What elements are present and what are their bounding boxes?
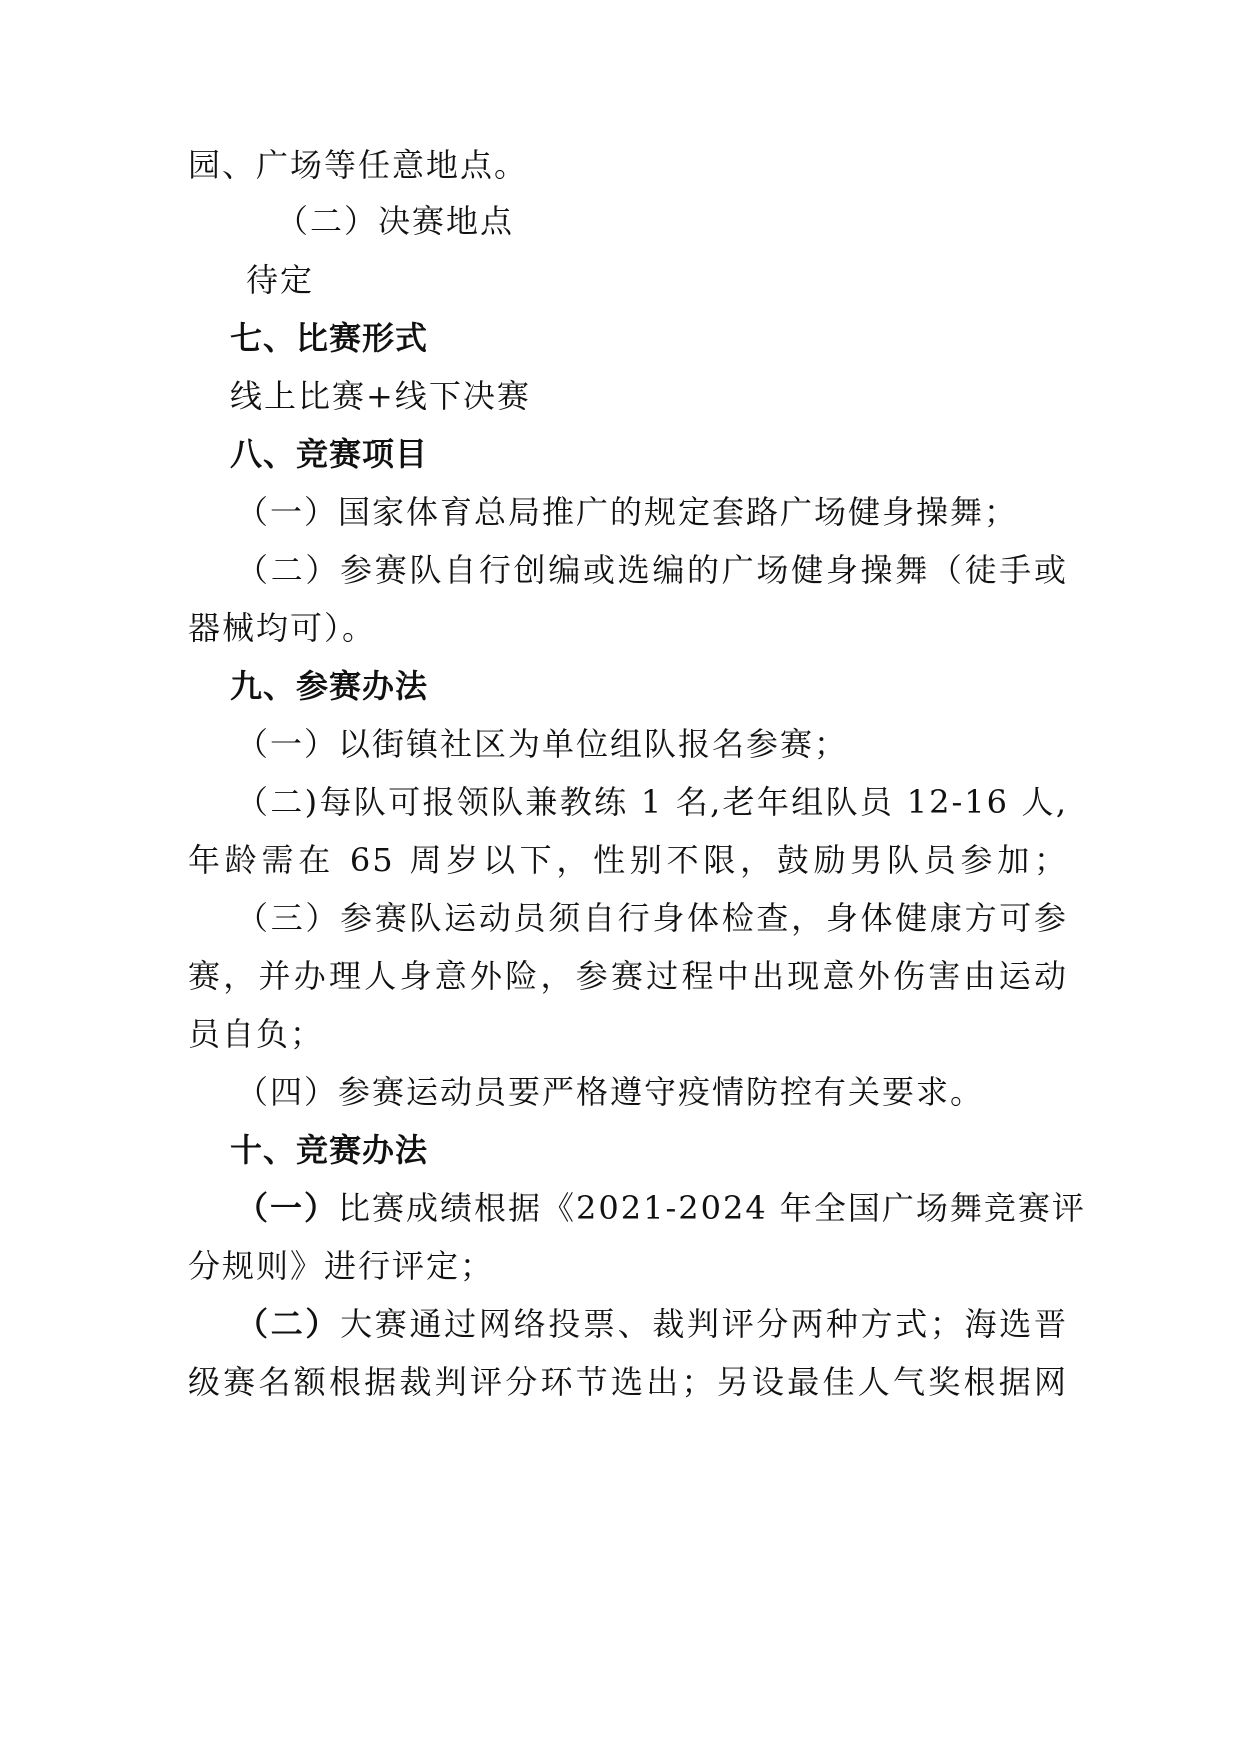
list-item-text: 大赛通过网络投票、裁判评分两种方式；海选晋 xyxy=(340,1305,1068,1343)
list-item: （二)每队可报领队兼教练 1 名,老年组队员 12-16 人, xyxy=(236,783,1068,821)
body-text: 赛，并办理人身意外险，参赛过程中出现意外伤害由运动 xyxy=(188,957,1068,995)
list-marker: （一） xyxy=(236,1189,339,1227)
list-item: （三）参赛队运动员须自行身体检查，身体健康方可参 xyxy=(236,899,1068,937)
list-item: （一）以街镇社区为单位组队报名参赛； xyxy=(236,725,849,763)
body-text: 器械均可）。 xyxy=(188,609,377,647)
body-text: 分规则》进行评定； xyxy=(188,1247,495,1285)
list-item: （一）国家体育总局推广的规定套路广场健身操舞； xyxy=(236,493,1019,531)
list-marker: （二） xyxy=(236,1305,341,1343)
section-heading-8: 八、竞赛项目 xyxy=(230,435,429,473)
sub-heading: （二）决赛地点 xyxy=(276,202,515,240)
body-text: 年龄需在 65 周岁以下，性别不限，鼓励男队员参加； xyxy=(188,841,1068,879)
body-text: 待定 xyxy=(246,261,315,299)
section-heading-9: 九、参赛办法 xyxy=(230,667,429,705)
body-text: 线上比赛+线下决赛 xyxy=(230,377,531,415)
section-heading-7: 七、比赛形式 xyxy=(230,319,429,357)
body-text: 园、广场等任意地点。 xyxy=(188,146,529,184)
section-heading-10: 十、竞赛办法 xyxy=(230,1131,429,1169)
list-item-text: 比赛成绩根据《2021-2024 年全国广场舞竞赛评 xyxy=(338,1189,1086,1227)
list-item xyxy=(236,1188,1086,1228)
list-item: （四）参赛运动员要严格遵守疫情防控有关要求。 xyxy=(236,1073,985,1111)
list-item: （二）参赛队自行创编或选编的广场健身操舞（徒手或 xyxy=(236,551,1068,589)
body-text: 级赛名额根据裁判评分环节选出；另设最佳人气奖根据网 xyxy=(188,1363,1068,1401)
body-text: 员自负； xyxy=(188,1015,325,1053)
list-item xyxy=(236,1304,1068,1344)
